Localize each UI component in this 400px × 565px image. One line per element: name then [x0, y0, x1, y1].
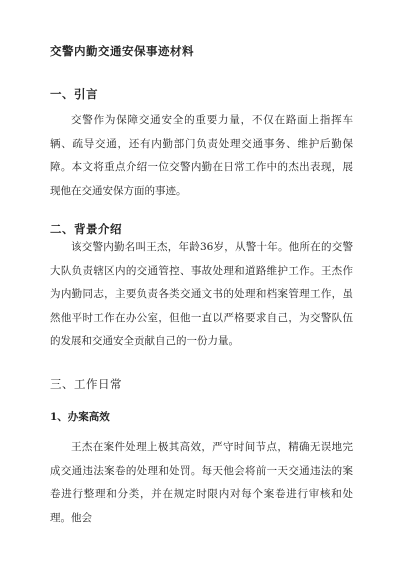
section-paragraph-daily-work: 王杰在案件处理上极其高效，严守时间节点，精确无误地完成交通违法案卷的处理和处罚。每天他会将前一天交通违法的案卷进行整理和分类，并在规定时限内对每个案卷进行审核和处理。他会 — [50, 441, 353, 524]
section-paragraph-background: 该交警内勤名叫王杰，年龄36岁，从警十年。他所在的交警大队负责辖区内的交通管控、事故处理和道路维护工作。王杰作为内勤同志，主要负责各类交通文书的处理和档案管理工作，虽然他平时工作在办公室，但他一直以严格要求自己，为交警队伍的发展和交通安全贡献自己的一份力量。 — [50, 241, 353, 347]
section-heading-daily-work: 三、工作日常 — [50, 377, 122, 391]
document-title: 交警内勤交通安保事迹材料 — [50, 44, 194, 58]
subsection-heading-efficiency: 1、办案高效 — [50, 411, 110, 423]
section-heading-background: 二、背景介绍 — [50, 222, 122, 236]
section-paragraph-intro: 交警作为保障交通安全的重要力量，不仅在路面上指挥车辆、疏导交通，还有内勤部门负责处理交通事务、维护后勤保障。本文将重点介绍一位交警内勤在日常工作中的杰出表现，展现他在交通安保方面的事迹。 — [50, 114, 353, 197]
section-heading-intro: 一、引言 — [50, 87, 98, 101]
